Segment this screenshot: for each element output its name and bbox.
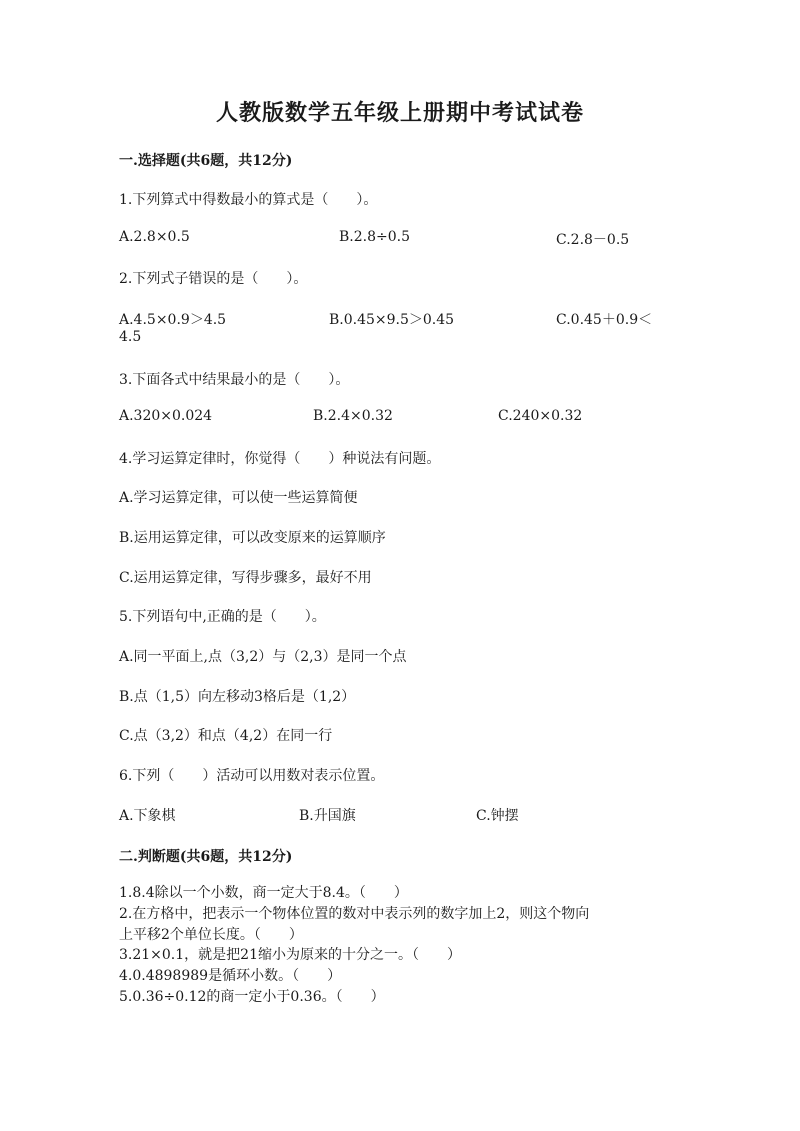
question-5-option-b: B.点（1,5）向左移动3格后是（1,2） [119, 689, 356, 705]
question-5: 5.下列语句中,正确的是（ ）。 [119, 609, 326, 625]
question-4-option-c: C.运用运算定律，写得步骤多，最好不用 [119, 570, 372, 586]
judgement-item-3: 3.21×0.1，就是把21缩小为原来的十分之一。（ ） [119, 947, 461, 963]
question-3-option-a: A.320×0.024 [119, 408, 213, 424]
judgement-item-2: 2.在方格中，把表示一个物体位置的数对中表示列的数字加上2，则这个物向 [119, 906, 590, 922]
question-6-option-a: A.下象棋 [119, 808, 176, 824]
question-1: 1.下列算式中得数最小的算式是（ ）。 [119, 192, 378, 208]
page-title: 人教版数学五年级上册期中考试试卷 [215, 100, 584, 126]
question-4-option-b: B.运用运算定律，可以改变原来的运算顺序 [119, 530, 386, 546]
question-5-option-a: A.同一平面上,点（3,2）与（2,3）是同一个点 [119, 649, 407, 665]
judgement-item-4: 4.0.4898989是循环小数。（ ） [119, 968, 342, 984]
question-3-option-b: B.2.4×0.32 [313, 408, 393, 424]
question-2-option-a: A.4.5×0.9＞4.5 [119, 312, 227, 328]
question-4-option-a: A.学习运算定律，可以使一些运算简便 [119, 490, 358, 506]
question-6-option-b: B.升国旗 [299, 808, 356, 824]
question-5-option-c: C.点（3,2）和点（4,2）在同一行 [119, 728, 333, 744]
question-6: 6.下列（ ）活动可以用数对表示位置。 [119, 768, 385, 784]
question-6-option-c: C.钟摆 [476, 808, 519, 824]
question-1-option-b: B.2.8÷0.5 [339, 229, 410, 245]
section-heading-choice: 一.选择题(共6题，共12分) [119, 153, 293, 169]
question-2-option-b: B.0.45×9.5＞0.45 [329, 312, 455, 328]
judgement-item-2-continued: 上平移2个单位长度。（ ） [119, 927, 303, 943]
question-4: 4.学习运算定律时，你觉得（ ）种说法有问题。 [119, 451, 441, 467]
judgement-item-5: 5.0.36÷0.12的商一定小于0.36。（ ） [119, 989, 385, 1005]
question-3-option-c: C.240×0.32 [498, 408, 583, 424]
question-1-option-c: C.2.8－0.5 [556, 232, 630, 248]
judgement-item-1: 1.8.4除以一个小数，商一定大于8.4。（ ） [119, 885, 408, 901]
question-2-option-c: C.0.45＋0.9＜ [556, 312, 653, 328]
question-2-option-c-wrap: 4.5 [119, 329, 142, 345]
question-1-option-a: A.2.8×0.5 [119, 229, 190, 245]
question-2: 2.下列式子错误的是（ ）。 [119, 271, 308, 287]
question-3: 3.下面各式中结果最小的是（ ）。 [119, 372, 350, 388]
section-heading-true-false: 二.判断题(共6题，共12分) [119, 849, 293, 865]
